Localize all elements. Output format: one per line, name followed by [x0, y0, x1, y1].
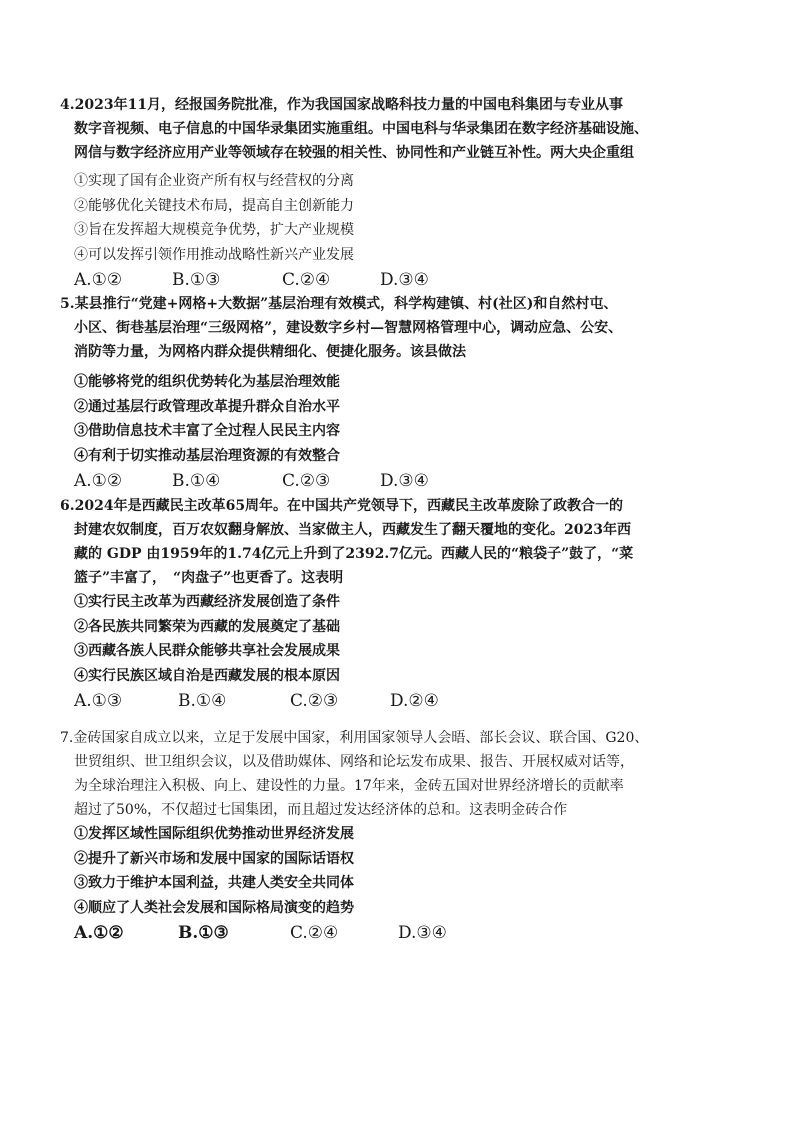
choice-c: C.②④: [290, 923, 339, 943]
choice-d: D.③④: [380, 270, 429, 290]
question-stem: [60, 93, 750, 165]
answer-choices: [60, 688, 750, 714]
choice-d: D.③④: [380, 471, 429, 491]
stem-line: 5.某县推行“党建+网格+大数据”基层治理有效模式，科学构建镇、村(社区)和自然村屯、: [60, 296, 618, 312]
choice-c: C.②③: [290, 691, 339, 711]
stem-line: 世贸组织、世卫组织会议，以及借助媒体、网络和论坛发布成果、报告、开展权威对话等，: [74, 754, 634, 770]
choice-b: B.①④: [178, 691, 227, 711]
option-3: ③西藏各族人民群众能够共享社会发展成果: [74, 643, 340, 659]
option-1: ①能够将党的组织优势转化为基层治理效能: [74, 374, 340, 390]
option-1: ①发挥区域性国际组织优势推动世界经济发展: [74, 826, 354, 842]
question-stem: [60, 726, 750, 822]
choice-d: D.②④: [390, 691, 439, 711]
option-4: ④有利于切实推动基层治理资源的有效整合: [74, 447, 340, 464]
stem-line: 数字音视频、电子信息的中国华录集团实施重组。中国电科与华录集团在数字经济基础设施、: [74, 121, 648, 137]
stem-line: 7.金砖国家自成立以来，立足于发展中国家，利用国家领导人会晤、部长会议、联合国、G20、: [60, 730, 649, 746]
stem-line: 小区、街巷基层治理“三级网格”，建设数字乡村—智慧网格管理中心，调动应急、公安、: [74, 320, 623, 336]
option-1: ①实行民主改革为西藏经济发展创造了条件: [74, 594, 340, 610]
option-3: ③借助信息技术丰富了全过程人民民主内容: [74, 423, 340, 439]
option-4: ④顺应了人类社会发展和国际格局演变的趋势: [74, 899, 354, 916]
option-3: ③致力于维护本国利益，共建人类安全共同体: [74, 875, 354, 891]
question-7: [60, 726, 750, 946]
choice-c: C.②④: [282, 270, 331, 290]
stem-line: 6.2024年是西藏民主改革65周年。在中国共产党领导下，西藏民主改革废除了政教合一的: [60, 498, 624, 514]
question-6: [60, 494, 750, 714]
stem-line: 网信与数字经济应用产业等领域存在较强的相关性、协同性和产业链互补性。两大央企重组: [74, 145, 634, 161]
choice-a: A.①②: [74, 923, 124, 943]
option-2: ②通过基层行政管理改革提升群众自治水平: [74, 398, 340, 415]
answer-choices: [60, 920, 750, 946]
stem-line: 消防等力量，为网格内群众提供精细化、便捷化服务。该县做法: [74, 344, 466, 360]
choice-a: A.①②: [74, 471, 123, 491]
question-5: [60, 292, 750, 494]
option-4: ④可以发挥引领作用推动战略性新兴产业发展: [74, 246, 354, 263]
stem-line: 超过了50%，不仅超过七国集团，而且超过发达经济体的总和。这表明金砖合作: [74, 802, 568, 818]
stem-line: 为全球治理注入积极、向上、建设性的力量。17年来，金砖五国对世界经济增长的贡献率: [74, 778, 624, 794]
question-4: [60, 93, 750, 293]
option-1: ①实现了国有企业资产所有权与经营权的分离: [74, 173, 354, 189]
choice-b: B.①④: [172, 471, 221, 491]
choice-a: A.①②: [74, 270, 123, 290]
choice-b: B.①③: [172, 270, 221, 290]
stem-line: 篮子”丰富了， “肉盘子”也更香了。这表明: [74, 570, 344, 586]
stem-line: 封建农奴制度，百万农奴翻身解放、当家做主人，西藏发生了翻天覆地的变化。2023年西: [74, 522, 631, 538]
answer-choices: [60, 468, 750, 494]
option-2: ②各民族共同繁荣为西藏的发展奠定了基础: [74, 618, 340, 635]
question-stem: [60, 292, 750, 364]
option-2: ②能够优化关键技术布局，提高自主创新能力: [74, 197, 354, 214]
question-stem: [60, 494, 750, 590]
choice-a: A.①③: [74, 691, 123, 711]
answer-choices: [60, 267, 750, 293]
option-2: ②提升了新兴市场和发展中国家的国际话语权: [74, 850, 354, 867]
choice-d: D.③④: [398, 923, 447, 943]
stem-line: 藏的 GDP 由1959年的1.74亿元上升到了2392.7亿元。西藏人民的“粮袋子”鼓了，“菜: [74, 546, 634, 562]
choice-b: B.①③: [178, 923, 229, 943]
option-3: ③旨在发挥超大规模竞争优势，扩大产业规模: [74, 222, 354, 238]
choice-c: C.②③: [282, 471, 331, 491]
option-4: ④实行民族区域自治是西藏发展的根本原因: [74, 667, 340, 684]
stem-line: 4.2023年11月，经报国务院批准，作为我国国家战略科技力量的中国电科集团与专业从事: [60, 97, 624, 113]
